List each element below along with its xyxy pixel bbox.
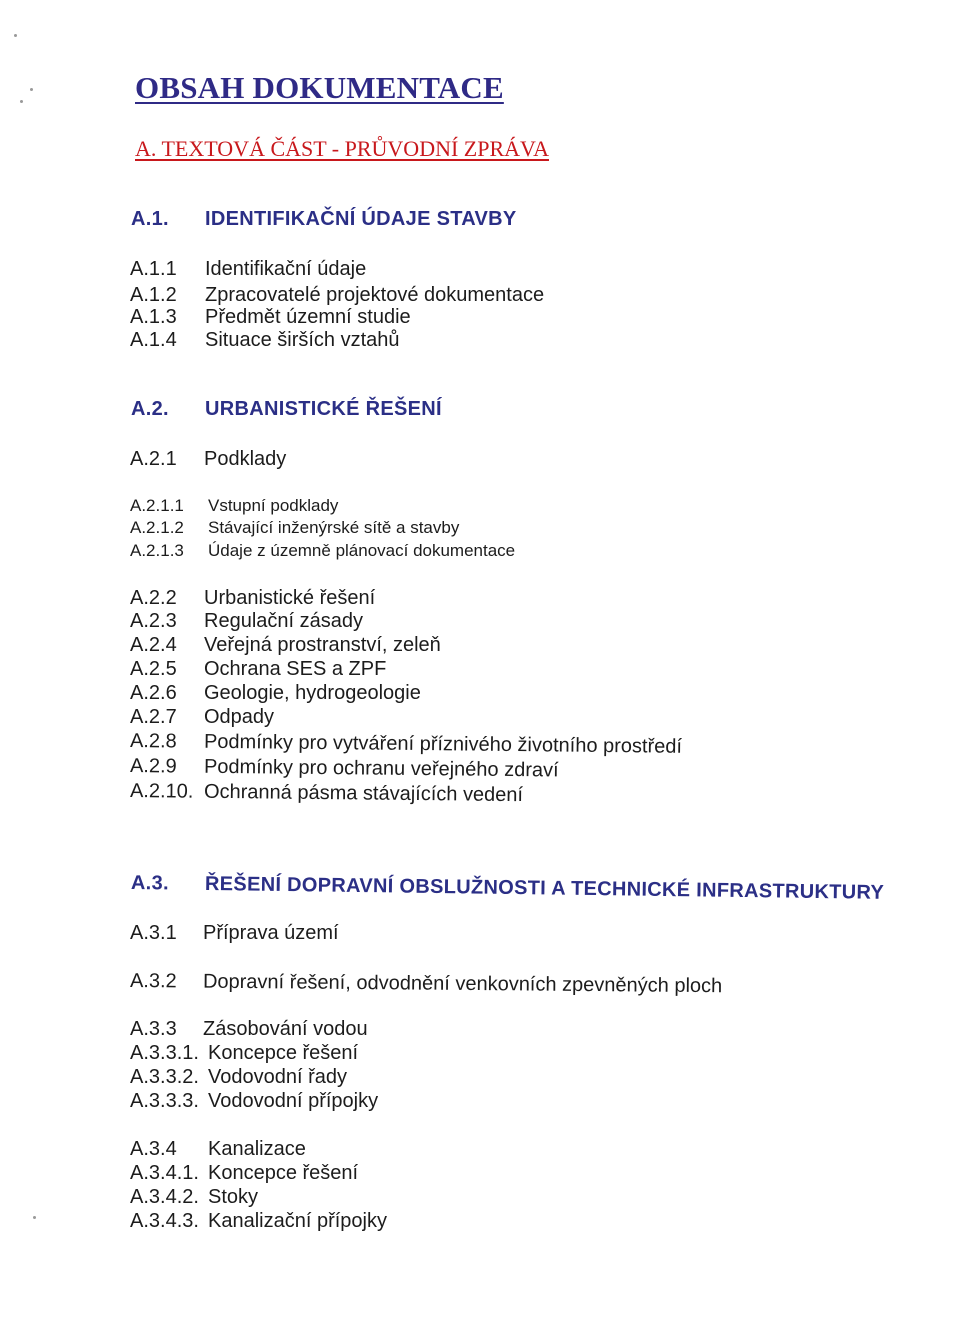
- section-title: IDENTIFIKAČNÍ ÚDAJE STAVBY: [205, 208, 517, 230]
- entry-label: Geologie, hydrogeologie: [204, 682, 421, 704]
- entry-number: A.3.1: [130, 922, 177, 944]
- entry-label: Zásobování vodou: [203, 1018, 368, 1040]
- document-title: OBSAH DOKUMENTACE: [135, 70, 504, 105]
- entry-number: A.2.1.2: [130, 518, 184, 537]
- scan-speck: [30, 88, 33, 91]
- scan-speck: [20, 100, 23, 103]
- toc-entry: [130, 1042, 359, 1065]
- entry-label: Identifikační údaje: [205, 258, 367, 280]
- entry-label: Urbanistické řešení: [204, 587, 376, 609]
- entry-number: A.2.9: [129, 755, 177, 778]
- entry-number: A.3.3.1.: [130, 1042, 199, 1064]
- entry-number: A.1.2: [130, 284, 177, 306]
- entry-label: Vodovodní přípojky: [208, 1090, 379, 1112]
- toc-entry: [130, 1186, 259, 1209]
- toc-entry: [130, 541, 516, 561]
- entry-label: Podmínky pro vytváření příznivého životního prostředí: [203, 730, 683, 758]
- entry-label: Předmět územní studie: [205, 306, 411, 328]
- entry-number: A.3.3.3.: [130, 1090, 199, 1112]
- entry-label: Vodovodní řady: [208, 1066, 347, 1088]
- document-subtitle: A. TEXTOVÁ ČÁST - PRŮVODNÍ ZPRÁVA: [135, 136, 549, 161]
- entry-number: A.2.2: [130, 587, 177, 609]
- entry-number: A.2.10.: [129, 780, 194, 803]
- entry-label: Regulační zásady: [204, 610, 363, 632]
- entry-label: Stoky: [208, 1186, 259, 1208]
- toc-entry: [130, 634, 441, 657]
- toc-entry: [130, 306, 411, 329]
- toc-entry: [130, 1138, 306, 1161]
- entry-number: A.3.4.2.: [130, 1186, 199, 1208]
- section-heading-a3: [130, 872, 885, 904]
- entry-number: A.2.3: [130, 610, 177, 632]
- toc-entry: [130, 682, 421, 705]
- entry-label: Dopravní řešení, odvodnění venkovních zpevněných ploch: [202, 970, 723, 998]
- toc-entry: [130, 496, 339, 516]
- entry-number: A.2.4: [130, 634, 177, 656]
- toc-entry: [130, 587, 376, 610]
- scan-speck: [14, 34, 17, 37]
- section-heading-a1: [131, 208, 517, 231]
- entry-number: A.3.4: [130, 1138, 177, 1160]
- entry-label: Veřejná prostranství, zeleň: [204, 634, 441, 656]
- section-number: A.1.: [131, 208, 169, 230]
- entry-label: Příprava území: [203, 922, 339, 944]
- toc-entry: [129, 730, 683, 758]
- entry-number: A.2.7: [130, 706, 177, 728]
- entry-number: A.1.3: [130, 306, 177, 328]
- toc-entry: [130, 284, 545, 307]
- toc-entry: [130, 448, 287, 471]
- toc-entry: [129, 780, 524, 807]
- entry-number: A.2.1.3: [130, 541, 184, 560]
- toc-entry: [130, 922, 339, 945]
- entry-label: Odpady: [204, 706, 275, 728]
- entry-label: Podklady: [204, 448, 287, 470]
- entry-label: Kanalizační přípojky: [208, 1210, 387, 1232]
- toc-entry: [130, 658, 387, 681]
- section-number: A.3.: [130, 872, 170, 895]
- entry-number: A.1.4: [130, 329, 177, 351]
- toc-entry: [130, 610, 363, 633]
- scan-speck: [33, 1216, 36, 1219]
- entry-number: A.1.1: [130, 258, 177, 280]
- entry-label: Ochrana SES a ZPF: [204, 658, 387, 680]
- toc-entry: [130, 258, 367, 281]
- section-title: ŘEŠENÍ DOPRAVNÍ OBSLUŽNOSTI A TECHNICKÉ INFRASTRUKTURY: [204, 872, 885, 904]
- entry-number: A.3.3.2.: [130, 1066, 199, 1088]
- section-title: URBANISTICKÉ ŘEŠENÍ: [205, 398, 442, 420]
- entry-label: Koncepce řešení: [208, 1042, 359, 1064]
- toc-entry: [129, 755, 559, 782]
- toc-entry: [130, 706, 275, 729]
- toc-entry: [130, 1090, 379, 1113]
- entry-number: A.3.2: [129, 970, 177, 993]
- toc-entry: [130, 1018, 368, 1041]
- entry-number: A.3.4.1.: [130, 1162, 199, 1184]
- section-heading-a2: [131, 398, 442, 421]
- toc-entry: [130, 518, 460, 538]
- entry-number: A.2.1.1: [130, 496, 184, 515]
- entry-number: A.3.4.3.: [130, 1210, 199, 1232]
- entry-number: A.2.5: [130, 658, 177, 680]
- toc-entry: [130, 1066, 347, 1089]
- toc-entry: [130, 1162, 359, 1185]
- section-number: A.2.: [131, 398, 169, 420]
- toc-entry: [130, 1210, 387, 1233]
- entry-label: Zpracovatelé projektové dokumentace: [205, 284, 545, 306]
- entry-number: A.2.6: [130, 682, 177, 704]
- entry-label: Situace širších vztahů: [205, 329, 400, 351]
- entry-label: Údaje z územně plánovací dokumentace: [208, 541, 516, 560]
- entry-number: A.3.3: [130, 1018, 177, 1040]
- toc-entry: [130, 329, 400, 352]
- entry-label: Ochranná pásma stávajících vedení: [203, 780, 524, 807]
- entry-label: Kanalizace: [208, 1138, 306, 1160]
- entry-number: A.2.1: [130, 448, 177, 470]
- entry-label: Podmínky pro ochranu veřejného zdraví: [203, 755, 559, 782]
- toc-entry: [129, 970, 723, 998]
- entry-label: Vstupní podklady: [208, 496, 339, 515]
- entry-label: Stávající inženýrské sítě a stavby: [208, 518, 460, 537]
- entry-number: A.2.8: [129, 730, 177, 753]
- entry-label: Koncepce řešení: [208, 1162, 359, 1184]
